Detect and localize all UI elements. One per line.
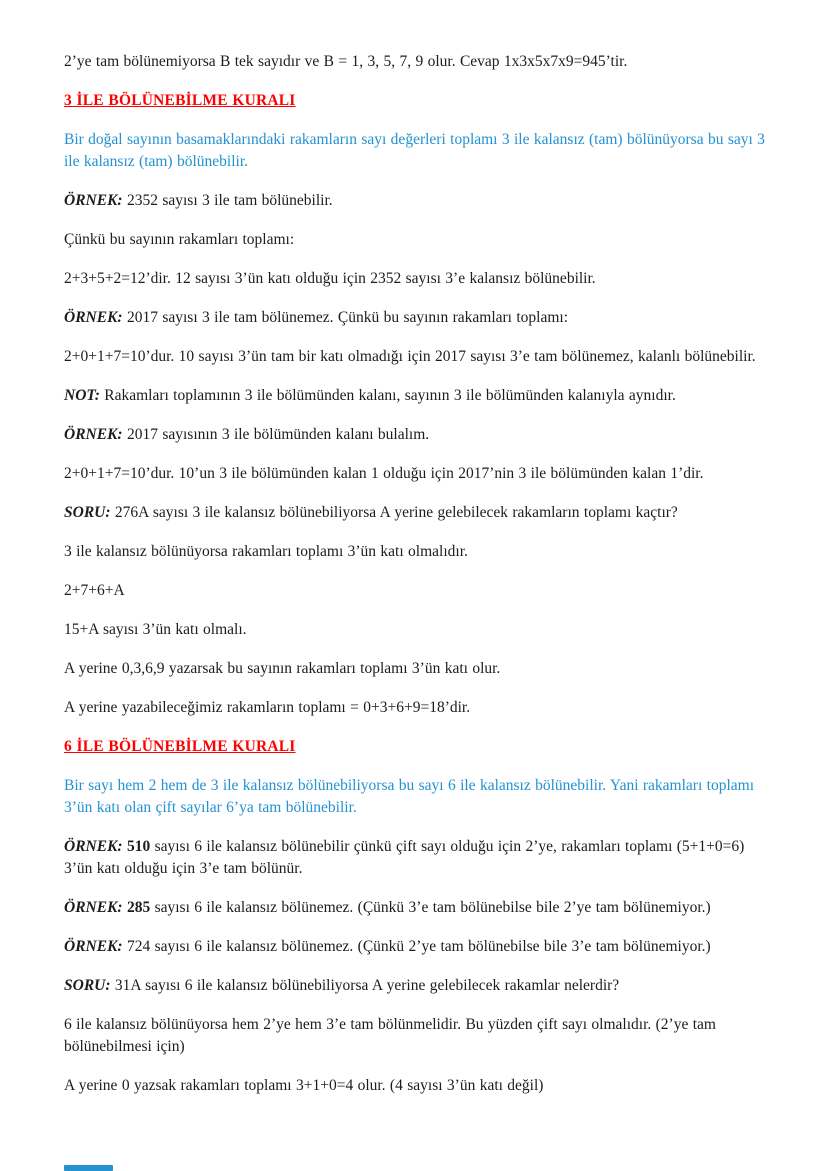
paragraph	[64, 541, 765, 563]
text-run: Çünkü bu sayının rakamları toplamı:	[64, 231, 295, 248]
text-run: 15+A sayısı 3’ün katı olmalı.	[64, 621, 247, 638]
text-run: sayısı 6 ile kalansız bölünebilir çünkü çift sayı olduğu için 2’ye, rakamları toplamı (5+1+0=6) 3’ün katı olduğu için 3’e tam bölünür.	[64, 838, 745, 877]
paragraph	[64, 975, 765, 997]
text-run: ÖRNEK:	[64, 192, 123, 209]
text-run: ÖRNEK:	[64, 309, 123, 326]
text-run: 31A sayısı 6 ile kalansız bölünebiliyorsa A yerine gelebilecek rakamlar nelerdir?	[110, 977, 620, 994]
text-run: Bir doğal sayının basamaklarındaki rakamların sayı değerleri toplamı 3 ile kalansız (tam) bölünüyorsa bu sayı 3 ile kalansız (tam) bölünebilir.	[64, 131, 765, 170]
paragraph	[64, 385, 765, 407]
paragraph	[64, 658, 765, 680]
paragraph	[64, 697, 765, 719]
text-run: 2+0+1+7=10’dur. 10’un 3 ile bölümünden kalan 1 olduğu için 2017’nin 3 ile bölümünden kalan 1’dir.	[64, 465, 704, 482]
text-run: 2017 sayısı 3 ile tam bölünemez. Çünkü bu sayının rakamları toplamı:	[122, 309, 569, 326]
paragraph	[64, 936, 765, 958]
paragraph	[64, 229, 765, 251]
paragraph	[64, 268, 765, 290]
text-run: 276A sayısı 3 ile kalansız bölünebiliyorsa A yerine gelebilecek rakamların toplamı kaçtır?	[110, 504, 678, 521]
text-run: ÖRNEK:	[64, 899, 123, 916]
next-section-cutoff-bar	[64, 1165, 113, 1171]
text-run: 510	[126, 838, 151, 855]
text-run: ÖRNEK:	[64, 938, 123, 955]
text-run: 6 ile kalansız bölünüyorsa hem 2’ye hem 3’e tam bölünmelidir. Bu yüzden çift sayı olmalıdır. (2’ye tam bölünebilmesi için)	[64, 1016, 716, 1055]
paragraph	[64, 51, 765, 73]
text-run: 2017 sayısının 3 ile bölümünden kalanı bulalım.	[122, 426, 430, 443]
text-run: 2352 sayısı 3 ile tam bölünebilir.	[122, 192, 333, 209]
rule-paragraph	[64, 129, 765, 173]
text-run: 6 İLE BÖLÜNEBİLME KURALI	[64, 738, 296, 755]
text-run: ÖRNEK:	[64, 838, 123, 855]
paragraph	[64, 190, 765, 212]
text-run: 2+7+6+A	[64, 582, 125, 599]
section-heading	[64, 90, 765, 112]
text-run: A yerine 0,3,6,9 yazarsak bu sayının rakamları toplamı 3’ün katı olur.	[64, 660, 501, 677]
text-run: Bir sayı hem 2 hem de 3 ile kalansız bölünebiliyorsa bu sayı 6 ile kalansız bölünebilir. Yani rakamları toplamı 3’ün katı olan çift sayılar 6’ya tam bölünebilir.	[64, 777, 755, 816]
paragraph	[64, 502, 765, 524]
text-run: A yerine 0 yazsak rakamları toplamı 3+1+0=4 olur. (4 sayısı 3’ün katı değil)	[64, 1077, 544, 1094]
text-run: 2+3+5+2=12’dir. 12 sayısı 3’ün katı olduğu için 2352 sayısı 3’e kalansız bölünebilir.	[64, 270, 596, 287]
text-run: ÖRNEK:	[64, 426, 123, 443]
paragraph	[64, 897, 765, 919]
text-run: A yerine yazabileceğimiz rakamların toplamı = 0+3+6+9=18’dir.	[64, 699, 471, 716]
paragraph	[64, 307, 765, 329]
text-run: 724 sayısı 6 ile kalansız bölünemez. (Çünkü 2’ye tam bölünebilse bile 3’e tam bölünemiyor.)	[122, 938, 711, 955]
document-body	[64, 51, 765, 1097]
text-run: SORU:	[64, 504, 111, 521]
paragraph	[64, 424, 765, 446]
paragraph	[64, 346, 765, 368]
text-run: sayısı 6 ile kalansız bölünemez. (Çünkü 3’e tam bölünebilse bile 2’ye tam bölünemiyor.)	[150, 899, 711, 916]
paragraph	[64, 1075, 765, 1097]
paragraph	[64, 619, 765, 641]
text-run: SORU:	[64, 977, 111, 994]
rule-paragraph	[64, 775, 765, 819]
section-heading	[64, 736, 765, 758]
text-run: 2’ye tam bölünemiyorsa B tek sayıdır ve B = 1, 3, 5, 7, 9 olur. Cevap 1x3x5x7x9=945’tir.	[64, 53, 628, 70]
text-run: 3 ile kalansız bölünüyorsa rakamları toplamı 3’ün katı olmalıdır.	[64, 543, 468, 560]
text-run: NOT:	[64, 387, 100, 404]
text-run: 2+0+1+7=10’dur. 10 sayısı 3’ün tam bir katı olmadığı için 2017 sayısı 3’e tam bölünemez, kalanlı bölünebilir.	[64, 348, 756, 365]
text-run: 285	[126, 899, 151, 916]
paragraph	[64, 463, 765, 485]
paragraph	[64, 1014, 765, 1058]
paragraph	[64, 836, 765, 880]
paragraph	[64, 580, 765, 602]
text-run: 3 İLE BÖLÜNEBİLME KURALI	[64, 92, 296, 109]
text-run: Rakamları toplamının 3 ile bölümünden kalanı, sayının 3 ile bölümünden kalanıyla aynıdır.	[99, 387, 676, 404]
